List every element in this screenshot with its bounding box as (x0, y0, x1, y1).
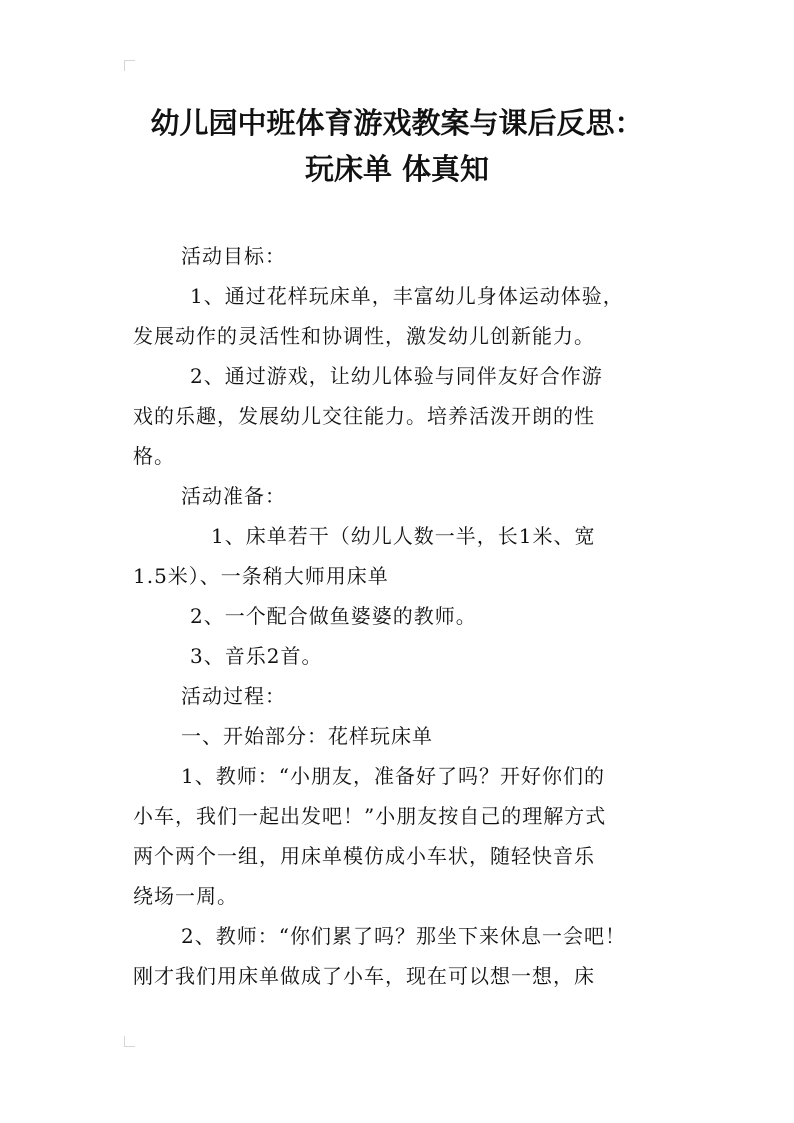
body-line: 3、音乐2首。 (190, 644, 323, 668)
subsection-heading: 一、开始部分：花样玩床单 (181, 724, 433, 748)
document-title (100, 100, 694, 192)
body-line: 绕场一周。 (133, 884, 238, 908)
body-line: 两个两个一组，用床单模仿成小车状，随轻快音乐 (133, 844, 595, 868)
section-heading-process: 活动过程： (181, 684, 286, 708)
top-left-corner-mark (124, 60, 135, 71)
body-line: 小车，我们一起出发吧！”小朋友按自己的理解方式 (133, 804, 607, 828)
body-line: 2、一个配合做鱼婆婆的教师。 (190, 604, 477, 628)
body-line: 1、通过花样玩床单，丰富幼儿身体运动体验， (190, 284, 624, 308)
bottom-left-corner-mark (124, 1036, 135, 1047)
title-line-2: 玩床单 体真知 (304, 152, 490, 186)
section-heading-goals: 活动目标： (181, 244, 286, 268)
body-line: 1、床单若干（幼儿人数一半，长1米、宽 (211, 524, 596, 548)
document-body (133, 236, 668, 996)
body-line: 格。 (133, 444, 175, 468)
body-line: 1、教师：“小朋友，准备好了吗？开好你们的 (181, 764, 605, 788)
body-line: 2、通过游戏，让幼儿体验与同伴友好合作游 (190, 364, 603, 388)
body-line: 戏的乐趣，发展幼儿交往能力。培养活泼开朗的性 (133, 404, 595, 428)
body-line: 刚才我们用床单做成了小车，现在可以想一想，床 (133, 964, 595, 988)
section-heading-preparation: 活动准备： (181, 484, 286, 508)
body-line: 1.5米）、一条稍大师用床单 (133, 564, 389, 588)
title-line-1: 幼儿园中班体育游戏教案与课后反思： (150, 106, 644, 140)
body-line: 发展动作的灵活性和协调性，激发幼儿创新能力。 (133, 324, 595, 348)
body-line: 2、教师：“你们累了吗？那坐下来休息一会吧！ (181, 924, 626, 948)
